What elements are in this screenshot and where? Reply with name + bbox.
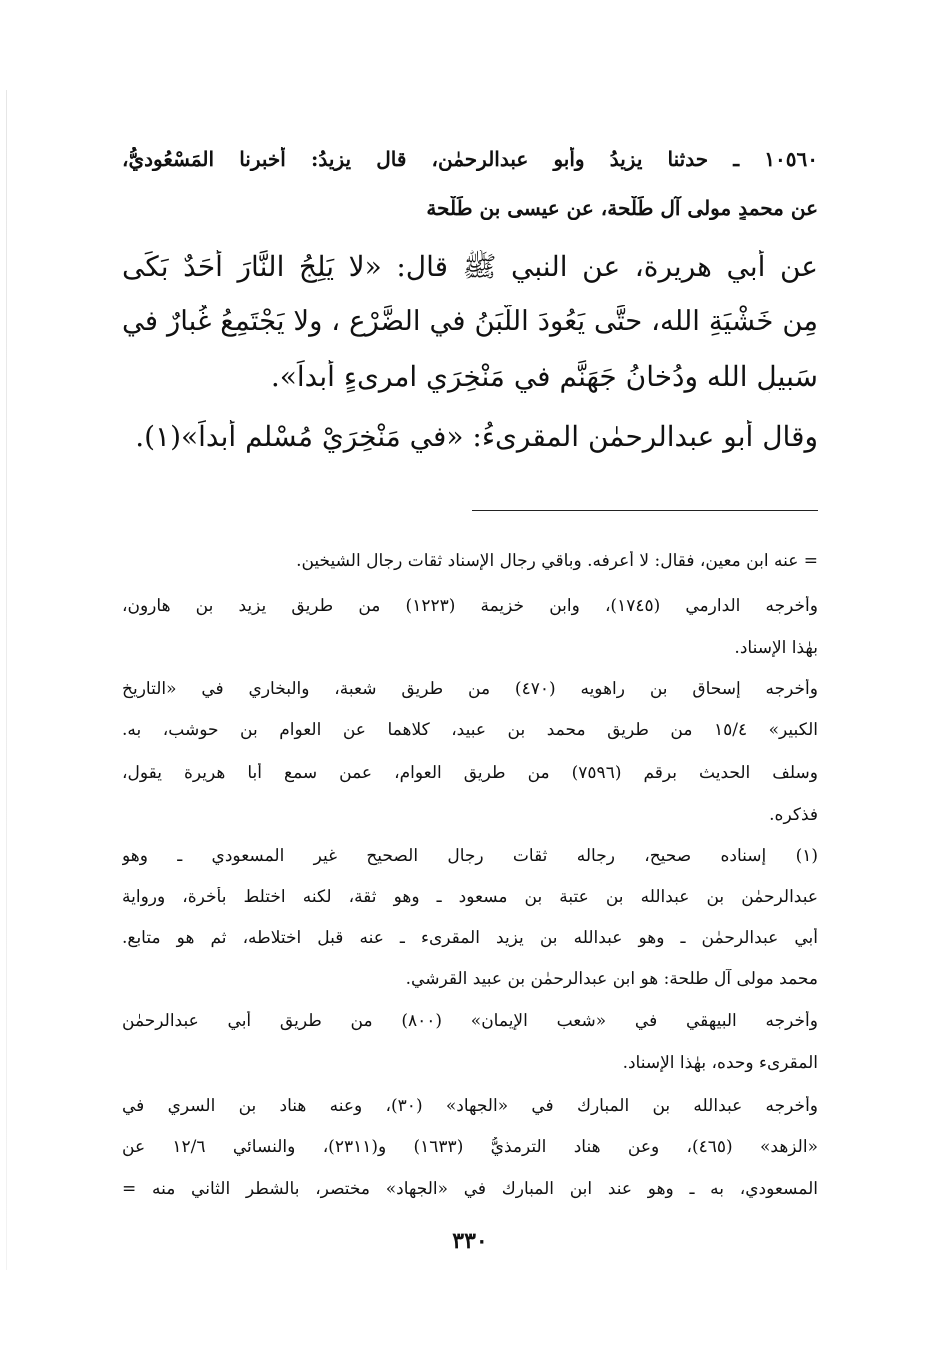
hadith-isnad-line-1: ١٠٥٦٠ ـ حدثنا يزيدُ وأبو عبدالرحمٰن، قال يزيدُ: أخبرنا المَسْعُوديُّ، — [122, 147, 818, 171]
hadith-matn-line-4: وقال أبو عبدالرحمٰن المقرىءُ: «في مَنْخِرَيْ مُسْلم أبداً»(١). — [135, 420, 818, 453]
footnote-line-16: المسعودي، به ـ وهو عند ابن المبارك في «الجهاد» مختصر، بالشطر الثاني منه = — [122, 1179, 818, 1199]
footnote-line-4: وأخرجه إسحاق بن راهويه (٤٧٠) من طريق شعبة، والبخاري في «التاريخ — [122, 679, 818, 699]
footnote-line-11: محمد مولى آل طلحة: هو ابن عبدالرحمٰن بن عبيد القرشي. — [405, 969, 818, 989]
page-number: ٣٣٠ — [452, 1228, 488, 1254]
footnote-line-13: المقرىء وحده، بهٰذا الإسناد. — [622, 1053, 818, 1073]
scan-edge-shadow — [6, 90, 7, 1270]
footnote-line-5: الكبير» ١٥/٤ من طريق محمد بن عبيد، كلاهما عن العوام بن حوشب، به. — [122, 720, 818, 740]
hadith-matn-line-2: مِن خَشْيَةِ الله، حتَّى يَعُودَ اللَّبَنُ في الضَّرْعِ ، ولا يَجْتَمِعُ غُبارٌ في — [122, 305, 818, 337]
footnote-line-8: (١) إسناده صحيح، رجاله ثقات رجال الصحيح غير المسعودي ـ وهو — [122, 846, 818, 866]
footnote-line-12: وأخرجه البيهقي في «شعب الإيمان» (٨٠٠) من طريق أبي عبدالرحمٰن — [122, 1011, 818, 1031]
footnote-line-2: وأخرجه الدارمي (١٧٤٥)، وابن خزيمة (١٢٢٣) من طريق يزيد بن هارون، — [122, 596, 818, 616]
footnote-line-3: بهٰذا الإسناد. — [734, 638, 818, 658]
footnote-separator — [472, 510, 818, 511]
footnote-line-9: عبدالرحمٰن بن عبدالله بن عتبة بن مسعود ـ وهو ثقة، لكنه اختلط بأخرة، ورواية — [122, 887, 818, 907]
footnote-line-6: وسلف الحديث برقم (٧٥٩٦) من طريق العوام، عمن سمع أبا هريرة يقول، — [122, 763, 818, 783]
footnote-line-1: = عنه ابن معين، فقال: لا أعرفه. وباقي رجال الإسناد ثقات رجال الشيخين. — [296, 551, 818, 571]
hadith-matn-line-3: سَبيلِ الله ودُخانُ جَهَنَّم في مَنْخِرَي امرِىءٍ أبداً». — [270, 360, 818, 393]
footnote-line-10: أبي عبدالرحمٰن ـ وهو عبدالله بن يزيد المقرىء ـ عنه قبل اختلاطه، ثم هو متابع. — [122, 928, 818, 948]
footnote-line-15: «الزهد» (٤٦٥)، وعن هناد الترمذيُّ (١٦٣٣) و(٢٣١١)، والنسائي ١٢/٦ عن — [122, 1137, 818, 1157]
footnote-line-14: وأخرجه عبدالله بن المبارك في «الجهاد» (٣٠)، وعنه هناد بن السري في — [122, 1096, 818, 1116]
footnote-line-7: فذكره. — [769, 805, 818, 825]
hadith-isnad-line-2: عن محمدٍ مولى آل طَلْحة، عن عيسى بن طَلْحة — [426, 196, 818, 220]
hadith-matn-line-1: عن أبي هريرة، عن النبي ﷺ قال: «لا يَلِجُ النَّارَ أَحَدٌ بَكَى — [122, 250, 818, 283]
